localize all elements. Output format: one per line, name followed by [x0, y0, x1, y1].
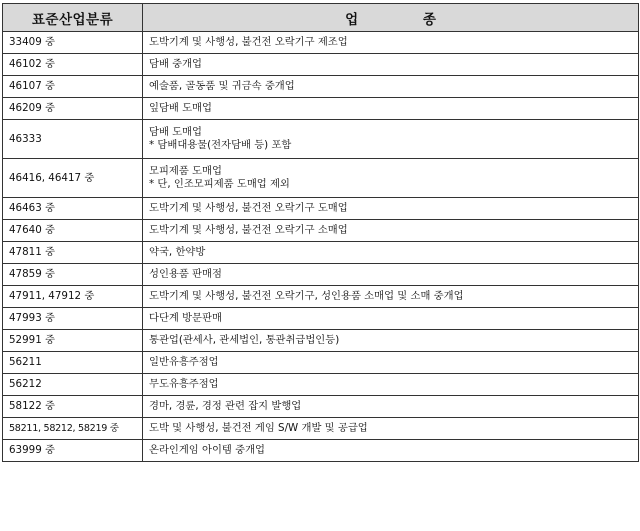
cell-code: 47640 중	[3, 220, 143, 242]
cell-industry	[143, 120, 639, 159]
table-row	[3, 98, 639, 120]
table-row	[3, 54, 639, 76]
cell-code: 46463 중	[3, 198, 143, 220]
table-row	[3, 120, 639, 159]
cell-industry	[143, 76, 639, 98]
cell-industry	[143, 396, 639, 418]
table-row	[3, 396, 639, 418]
industry-name: 도박기계 및 사행성, 불건전 오락기구 도매업	[149, 202, 348, 214]
table-row	[3, 352, 639, 374]
table-row	[3, 264, 639, 286]
industry-note: * 담배대용물(전자담배 등) 포함	[149, 139, 292, 151]
industry-name: 모피제품 도매업	[149, 165, 222, 177]
cell-code: 33409 중	[3, 32, 143, 54]
table-row	[3, 374, 639, 396]
cell-code: 56212	[3, 374, 143, 396]
industry-name: 무도유흥주점업	[149, 378, 219, 390]
cell-code: 47859 중	[3, 264, 143, 286]
cell-code: 47911, 47912 중	[3, 286, 143, 308]
cell-industry	[143, 54, 639, 76]
cell-industry	[143, 98, 639, 120]
industry-name: 온라인게임 아이템 중개업	[149, 444, 265, 456]
cell-code: 56211	[3, 352, 143, 374]
industry-name: 도박기계 및 사행성, 불건전 오락기구 제조업	[149, 36, 348, 48]
cell-industry	[143, 440, 639, 462]
industry-name: 잎담배 도매업	[149, 102, 212, 114]
cell-code: 58122 중	[3, 396, 143, 418]
industry-name: 담배 중개업	[149, 58, 203, 70]
industry-name: 다단계 방문판매	[149, 312, 222, 324]
cell-industry	[143, 198, 639, 220]
cell-code: 47993 중	[3, 308, 143, 330]
cell-code: 47811 중	[3, 242, 143, 264]
cell-industry	[143, 264, 639, 286]
cell-code: 46209 중	[3, 98, 143, 120]
cell-code: 46333	[3, 120, 143, 159]
table-row	[3, 286, 639, 308]
cell-industry	[143, 220, 639, 242]
industry-name: 약국, 한약방	[149, 246, 206, 258]
cell-code: 63999 중	[3, 440, 143, 462]
industry-name: 경마, 경륜, 경정 관련 잡지 발행업	[149, 400, 302, 412]
table-row	[3, 242, 639, 264]
cell-code: 46416, 46417 중	[3, 159, 143, 198]
cell-industry	[143, 374, 639, 396]
header-code: 표준산업분류	[3, 4, 143, 32]
cell-industry	[143, 159, 639, 198]
cell-industry	[143, 418, 639, 440]
header-industry: 업 종	[143, 4, 639, 32]
table-row	[3, 330, 639, 352]
industry-name: 도박 및 사행성, 불건전 게임 S/W 개발 및 공급업	[149, 422, 368, 434]
industry-name: 통관업(관세사, 관세법인, 통관취급법인등)	[149, 334, 340, 346]
table-row	[3, 32, 639, 54]
industry-name: 도박기계 및 사행성, 불건전 오락기구 소매업	[149, 224, 348, 236]
cell-industry	[143, 352, 639, 374]
cell-industry	[143, 330, 639, 352]
industry-classification-table	[2, 3, 639, 462]
industry-name: 성인용품 판매점	[149, 268, 222, 280]
industry-name: 도박기계 및 사행성, 불건전 오락기구, 성인용품 소매업 및 소매 중개업	[149, 290, 464, 302]
table-row	[3, 159, 639, 198]
industry-note: * 단, 인조모피제품 도매업 제외	[149, 178, 290, 190]
cell-code: 58211, 58212, 58219 중	[3, 418, 143, 440]
table-row	[3, 308, 639, 330]
cell-industry	[143, 286, 639, 308]
table-row	[3, 418, 639, 440]
cell-industry	[143, 32, 639, 54]
industry-name: 예술품, 골동품 및 귀금속 중개업	[149, 80, 295, 92]
industry-name: 담배 도매업	[149, 126, 203, 138]
cell-industry	[143, 308, 639, 330]
cell-industry	[143, 242, 639, 264]
industry-name: 일반유흥주점업	[149, 356, 219, 368]
cell-code: 52991 중	[3, 330, 143, 352]
table-row	[3, 440, 639, 462]
table-header-row	[3, 4, 639, 32]
table-row	[3, 220, 639, 242]
table-row	[3, 76, 639, 98]
table-row	[3, 198, 639, 220]
cell-code: 46102 중	[3, 54, 143, 76]
table-body	[3, 32, 639, 462]
cell-code: 46107 중	[3, 76, 143, 98]
